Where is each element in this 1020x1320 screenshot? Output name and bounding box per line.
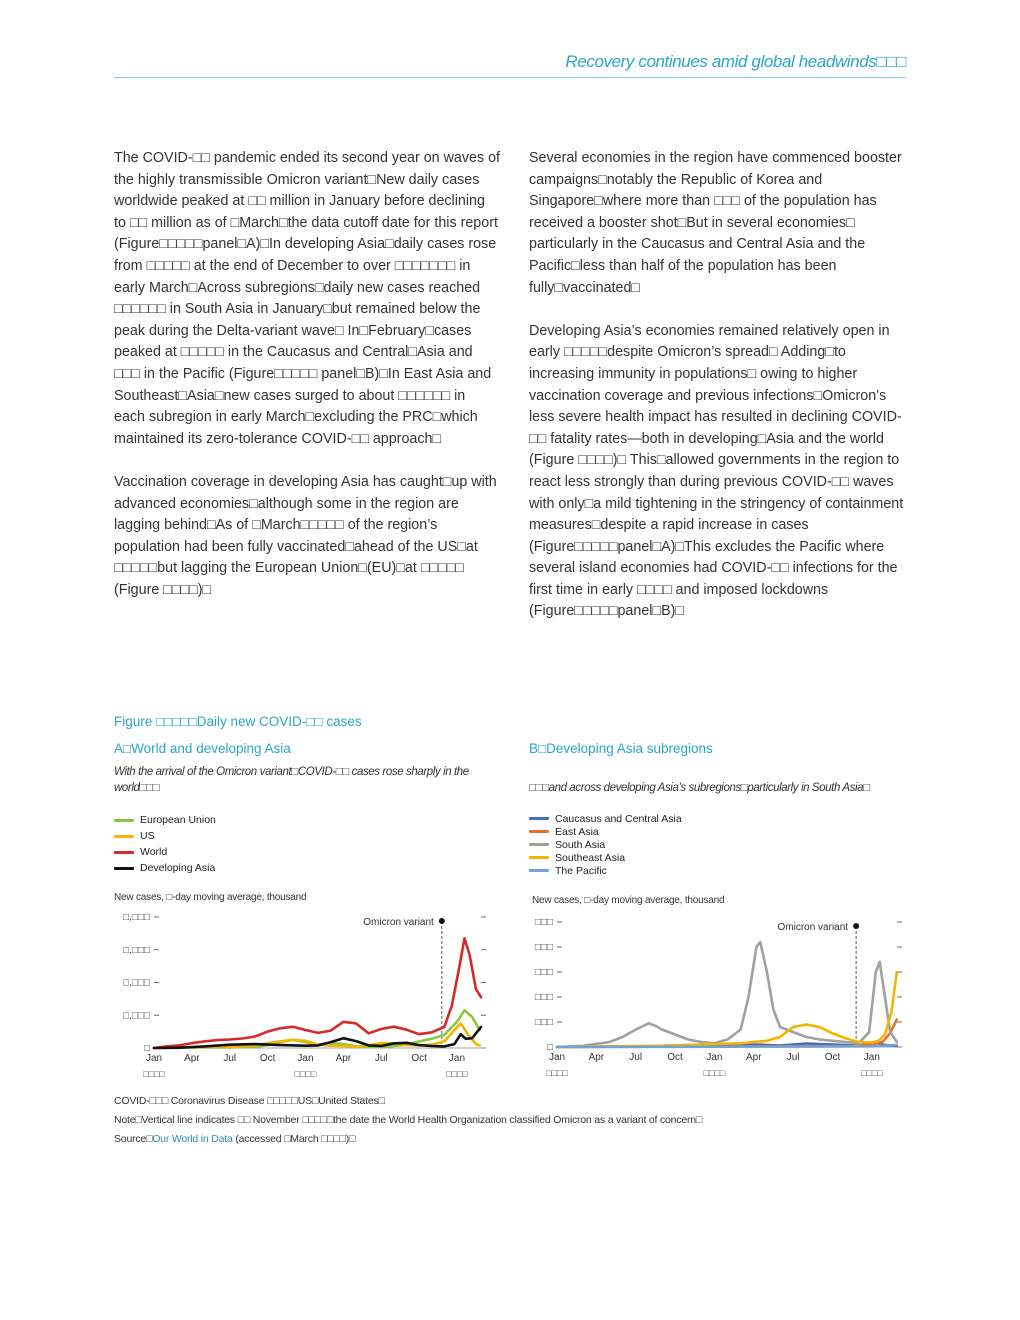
legend-label: Developing Asia <box>140 862 216 874</box>
panel-a-chart <box>114 905 499 1085</box>
omicron-marker <box>439 918 445 924</box>
legend-item <box>114 828 216 844</box>
legend-swatch <box>114 867 134 870</box>
legend-label: World <box>140 846 168 858</box>
body-column-right <box>529 148 915 645</box>
y-tick-label: □□□ <box>534 917 553 928</box>
legend-item <box>529 812 682 825</box>
legend-swatch <box>114 835 134 838</box>
figure-note: Note□Vertical line indicates □□ November □□□□□the date the World Health Organization classified Omicron as a variant of concern□ <box>114 1114 703 1126</box>
figure-abbreviations: COVID-□□□ Coronavirus Disease □□□□□US□United States□ <box>114 1095 385 1107</box>
legend-label: US <box>140 830 155 842</box>
x-year-label: □□□□ <box>446 1069 468 1079</box>
x-tick-label: Jan <box>297 1053 314 1064</box>
source-prefix: Source□ <box>114 1133 153 1145</box>
panel-b-title: B□Developing Asia subregions <box>529 741 713 756</box>
x-year-label: □□□□ <box>546 1068 568 1078</box>
legend-item <box>114 860 216 876</box>
legend-swatch <box>529 817 549 820</box>
y-tick-label: □ <box>143 1043 150 1054</box>
panel-b-legend <box>529 812 682 877</box>
source-link[interactable]: Our World in Data <box>152 1133 233 1145</box>
x-tick-label: Jan <box>145 1053 163 1064</box>
x-tick-label: Jul <box>374 1053 388 1064</box>
x-year-label: □□□□ <box>143 1069 165 1079</box>
x-tick-label: Jul <box>786 1052 800 1063</box>
x-tick-label: Jan <box>863 1052 880 1063</box>
panel-b-subtitle: □□□and across developing Asia’s subregions□particularly in South Asia□ <box>529 782 870 794</box>
legend-label: East Asia <box>555 825 599 838</box>
x-tick-label: Jul <box>223 1053 237 1064</box>
x-tick-label: Apr <box>184 1053 200 1064</box>
x-tick-label: Jul <box>629 1052 643 1063</box>
y-tick-label: □,□□□ <box>123 912 150 923</box>
x-year-label: □□□□ <box>703 1068 726 1078</box>
x-tick-label: Oct <box>259 1053 276 1064</box>
panel-b-ylabel: New cases, □-day moving average, thousand <box>532 895 725 906</box>
panel-b-chart <box>529 908 914 1086</box>
legend-label: Caucasus and Central Asia <box>555 812 682 825</box>
series-line-southeast-asia <box>557 972 897 1047</box>
panel-a-subtitle: With the arrival of the Omicron variant□COVID-□□ cases rose sharply in the world□□□ <box>114 766 469 794</box>
legend-item <box>529 864 682 877</box>
omicron-marker <box>853 923 859 929</box>
figure-title: Figure □□□□□Daily new COVID-□□ cases <box>114 714 362 729</box>
x-tick-label: Oct <box>411 1053 427 1064</box>
series-line-south-asia <box>557 942 897 1047</box>
paragraph: Developing Asia’s economies remained relatively open in early □□□□□despite Omicron’s spread□ Adding□to increasing immunity in populations□ owing to higher vaccination coverage and previous infections□Omicron’s less severe health impact has resulted in declining COVID-□□ fatality rates—both in developing□Asia and the world (Figure □□□□)□ This□allowed governments in the region to react less strongly than during previous COVID-□□ waves with only□a mild tightening in the stringency of containment measures□despite a rapid increase in cases (Figure□□□□□panel□A)□This excludes the Pacific where several island economies had COVID-□□ infections for the first time in early □□□□ and imposed lockdowns (Figure□□□□□panel□B)□ <box>529 322 904 620</box>
x-tick-label: Oct <box>667 1052 683 1063</box>
legend-item <box>529 825 682 838</box>
legend-swatch <box>529 843 549 846</box>
legend-label: The Pacific <box>555 864 607 877</box>
body-column-left <box>114 148 500 623</box>
y-tick-label: □ <box>546 1042 553 1053</box>
running-header-title: Recovery continues amid global headwinds□□□ <box>565 52 906 71</box>
y-tick-label: □,□□□ <box>123 944 150 956</box>
paragraph: Vaccination coverage in developing Asia has caught□up with advanced economies□although some in the region are lagging behind□As of □March□□□□□ of the region’s population had been fully vaccinated□ahead of the US□at □□□□□but lagging the European Union□(EU)□at □□□□□ (Figure □□□□)□ <box>114 473 497 598</box>
y-tick-label: □□□ <box>534 992 553 1003</box>
panel-a-title: A□World and developing Asia <box>114 741 291 756</box>
paragraph: Several economies in the region have commenced booster campaigns□notably the Republic of Korea and Singapore□where more than □□□ of the population has received a booster shot□But in several economies□ particularly in the Caucasus and Central Asia and the Pacific□less than half of the population has been fully□vaccinated□ <box>529 150 902 296</box>
y-tick-label: □,□□□ <box>123 1010 150 1022</box>
legend-swatch <box>529 856 549 859</box>
x-tick-label: Apr <box>588 1052 605 1063</box>
legend-label: European Union <box>140 814 216 826</box>
legend-swatch <box>529 869 549 872</box>
legend-item <box>114 812 216 828</box>
legend-label: Southeast Asia <box>555 851 626 864</box>
figure-source <box>114 1133 355 1145</box>
panel-a-ylabel: New cases, □-day moving average, thousand <box>114 892 307 903</box>
source-suffix: (accessed □March □□□□)□ <box>232 1133 356 1145</box>
omicron-annotation: Omicron variant <box>363 917 434 928</box>
legend-item <box>529 838 682 851</box>
legend-label: South Asia <box>555 838 606 851</box>
y-tick-label: □□□ <box>534 1017 553 1028</box>
x-tick-label: Jan <box>548 1052 566 1063</box>
panel-a-legend <box>114 812 216 876</box>
series-line-world <box>154 938 481 1048</box>
legend-swatch <box>114 851 134 854</box>
paragraph: The COVID-□□ pandemic ended its second year on waves of the highly transmissible Omicron variant□New daily cases worldwide peaked at □□ million in January before declining to □□ million as of □March□the data cutoff date for this report (Figure□□□□□panel□A)□In developing Asia□daily cases rose from □□□□□ at the end of December to over □□□□□□□ in early March□Across subregions□daily new cases reached □□□□□□ in South Asia in January□but remained below the peak during the Delta-variant wave□ In□February□cases peaked at □□□□□ in the Caucasus and Central□Asia and □□□ in the Pacific (Figure□□□□□ panel□B)□In East Asia and Southeast□Asia□new cases surged to about □□□□□□ in each subregion in early March□excluding the PRC□which maintained its zero-tolerance COVID-□□ approach□ <box>114 150 501 447</box>
x-tick-label: Apr <box>335 1053 352 1064</box>
y-tick-label: □□□ <box>534 942 553 953</box>
legend-item <box>114 844 216 860</box>
legend-item <box>529 851 682 864</box>
legend-swatch <box>529 830 549 833</box>
x-year-label: □□□□ <box>860 1068 883 1078</box>
x-tick-label: Apr <box>745 1052 762 1063</box>
x-tick-label: Jan <box>448 1053 466 1064</box>
header-divider <box>114 77 906 78</box>
omicron-annotation: Omicron variant <box>777 922 849 933</box>
y-tick-label: □□□ <box>534 967 553 978</box>
x-year-label: □□□□ <box>294 1069 317 1079</box>
x-tick-label: Jan <box>706 1052 723 1063</box>
y-tick-label: □,□□□ <box>123 977 150 989</box>
legend-swatch <box>114 819 134 822</box>
x-tick-label: Oct <box>824 1052 841 1063</box>
